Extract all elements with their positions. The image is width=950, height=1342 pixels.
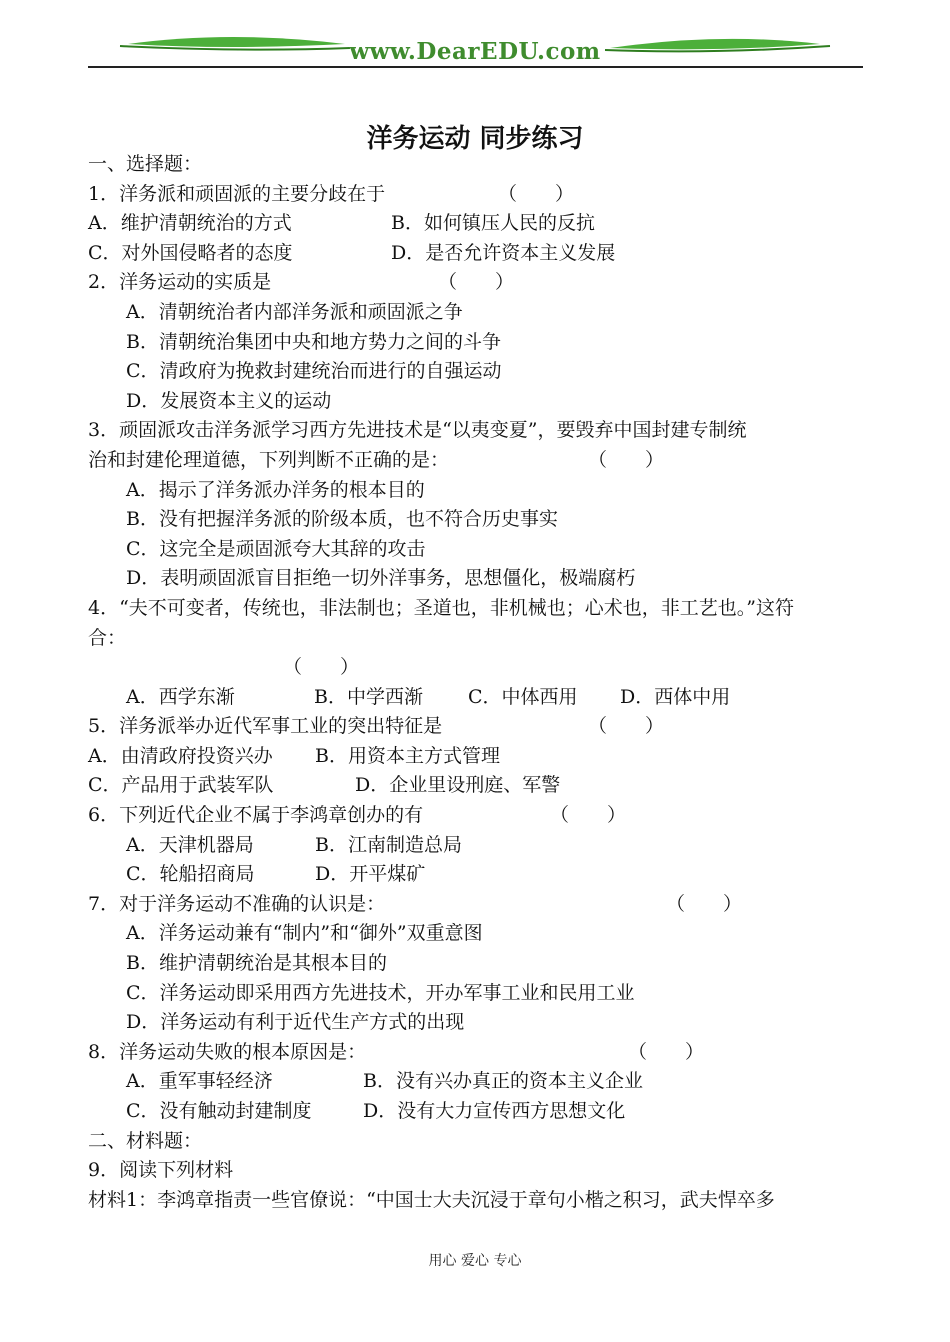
section-material: 二、材料题： bbox=[88, 1129, 203, 1152]
option-a: A．清朝统治者内部洋务派和顽固派之争 bbox=[126, 300, 463, 323]
option-a: A．揭示了洋务派办洋务的根本目的 bbox=[126, 478, 425, 501]
option-a: A．重军事轻经济 bbox=[126, 1070, 273, 1093]
question-6 bbox=[88, 801, 878, 831]
options-row bbox=[88, 1067, 878, 1097]
options-row bbox=[88, 860, 878, 890]
option-d: D．是否允许资本主义发展 bbox=[391, 241, 616, 264]
options-row bbox=[88, 209, 878, 239]
question-1 bbox=[88, 180, 878, 210]
material-1: 材料1：李鸿章指责一些官僚说：“中国士大夫沉浸于章句小楷之积习，武夫悍卒多 bbox=[88, 1188, 775, 1211]
option-a: A．天津机器局 bbox=[126, 833, 254, 856]
option-c: C．这完全是顽固派夸大其辞的攻击 bbox=[126, 537, 426, 560]
option-b: B．用资本主方式管理 bbox=[315, 744, 500, 767]
question-5 bbox=[88, 712, 878, 742]
answer-paren: （ ） bbox=[498, 182, 575, 205]
question-stem: 6．下列近代企业不属于李鸿章创办的有 bbox=[88, 804, 424, 827]
options-row bbox=[88, 239, 878, 269]
option-c: C．产品用于武装军队 bbox=[88, 774, 274, 797]
options-row bbox=[88, 683, 878, 713]
option-b: B．江南制造总局 bbox=[315, 833, 462, 856]
question-stem: 1．洋务派和顽固派的主要分歧在于 bbox=[88, 182, 386, 205]
option-b: B．没有把握洋务派的阶级本质，也不符合历史事实 bbox=[126, 508, 558, 531]
question-9: 9．阅读下列材料 bbox=[88, 1159, 234, 1182]
option-d: D．没有大力宣传西方思想文化 bbox=[363, 1100, 626, 1122]
option-b: B．如何镇压人民的反抗 bbox=[391, 212, 595, 235]
option-a: A．维护清朝统治的方式 bbox=[88, 212, 292, 235]
site-url: www.DearEDU.com bbox=[349, 38, 601, 65]
question-stem: 治和封建伦理道德，下列判断不正确的是： bbox=[88, 448, 450, 471]
exercise-body bbox=[88, 150, 878, 1215]
answer-paren: （ ） bbox=[283, 656, 360, 679]
option-c: C．清政府为挽救封建统治而进行的自强运动 bbox=[126, 360, 502, 383]
option-d: D．发展资本主义的运动 bbox=[126, 389, 332, 412]
option-c: C．对外国侵略者的态度 bbox=[88, 241, 293, 264]
answer-paren: （ ） bbox=[438, 271, 515, 294]
question-stem: 5．洋务派举办近代军事工业的突出特征是 bbox=[88, 715, 443, 738]
option-d: D．表明顽固派盲目拒绝一切外洋事务，思想僵化，极端腐朽 bbox=[126, 567, 636, 590]
question-7 bbox=[88, 890, 878, 920]
answer-paren: （ ） bbox=[666, 892, 743, 915]
option-d: D．西体中用 bbox=[620, 685, 731, 708]
answer-paren: （ ） bbox=[588, 448, 665, 471]
page-header bbox=[0, 30, 950, 75]
question-stem: 7．对于洋务运动不准确的认识是： bbox=[88, 892, 386, 915]
options-row bbox=[88, 742, 878, 772]
option-b: B．没有兴办真正的资本主义企业 bbox=[363, 1070, 643, 1093]
question-3-line-2 bbox=[88, 446, 878, 476]
option-a: A．由清政府投资兴办 bbox=[88, 744, 273, 767]
question-4-line-1: 4．“夫不可变者，传统也，非法制也；圣道也，非机械也；心术也，非工艺也。”这符 bbox=[88, 596, 795, 619]
option-a: A．洋务运动兼有“制内”和“御外”双重意图 bbox=[126, 922, 483, 945]
answer-paren: （ ） bbox=[550, 804, 627, 827]
option-d: D．开平煤矿 bbox=[315, 863, 426, 886]
option-d: D．洋务运动有利于近代生产方式的出现 bbox=[126, 1011, 465, 1034]
question-4-line-2: 合： bbox=[88, 626, 127, 649]
options-row bbox=[88, 1097, 878, 1127]
page-footer: 用心 爱心 专心 bbox=[428, 1253, 522, 1269]
option-c: C．没有触动封建制度 bbox=[126, 1100, 312, 1122]
option-c: C．中体西用 bbox=[468, 685, 578, 708]
question-stem: 8．洋务运动失败的根本原因是： bbox=[88, 1040, 367, 1063]
option-d: D．企业里设刑庭、军警 bbox=[355, 774, 561, 797]
page-title: 洋务运动 同步练习 bbox=[366, 124, 584, 154]
question-stem: 2．洋务运动的实质是 bbox=[88, 271, 272, 294]
option-b: B．清朝统治集团中央和地方势力之间的斗争 bbox=[126, 330, 501, 353]
option-c: C．轮船招商局 bbox=[126, 863, 255, 886]
section-choice: 一、选择题： bbox=[88, 153, 203, 175]
option-b: B．维护清朝统治是其根本目的 bbox=[126, 952, 387, 975]
question-3-line-1: 3．顽固派攻击洋务派学习西方先进技术是“以夷变夏”，要毁弃中国封建专制统 bbox=[88, 419, 747, 442]
question-8 bbox=[88, 1038, 878, 1068]
answer-paren: （ ） bbox=[628, 1040, 705, 1063]
option-c: C．洋务运动即采用西方先进技术，开办军事工业和民用工业 bbox=[126, 981, 635, 1004]
header-rule bbox=[88, 66, 863, 68]
option-a: A．西学东渐 bbox=[126, 685, 235, 708]
option-b: B．中学西渐 bbox=[314, 685, 423, 708]
options-row bbox=[88, 831, 878, 861]
answer-paren-row bbox=[88, 653, 878, 683]
question-2 bbox=[88, 268, 878, 298]
options-row bbox=[88, 771, 878, 801]
answer-paren: （ ） bbox=[588, 715, 665, 738]
